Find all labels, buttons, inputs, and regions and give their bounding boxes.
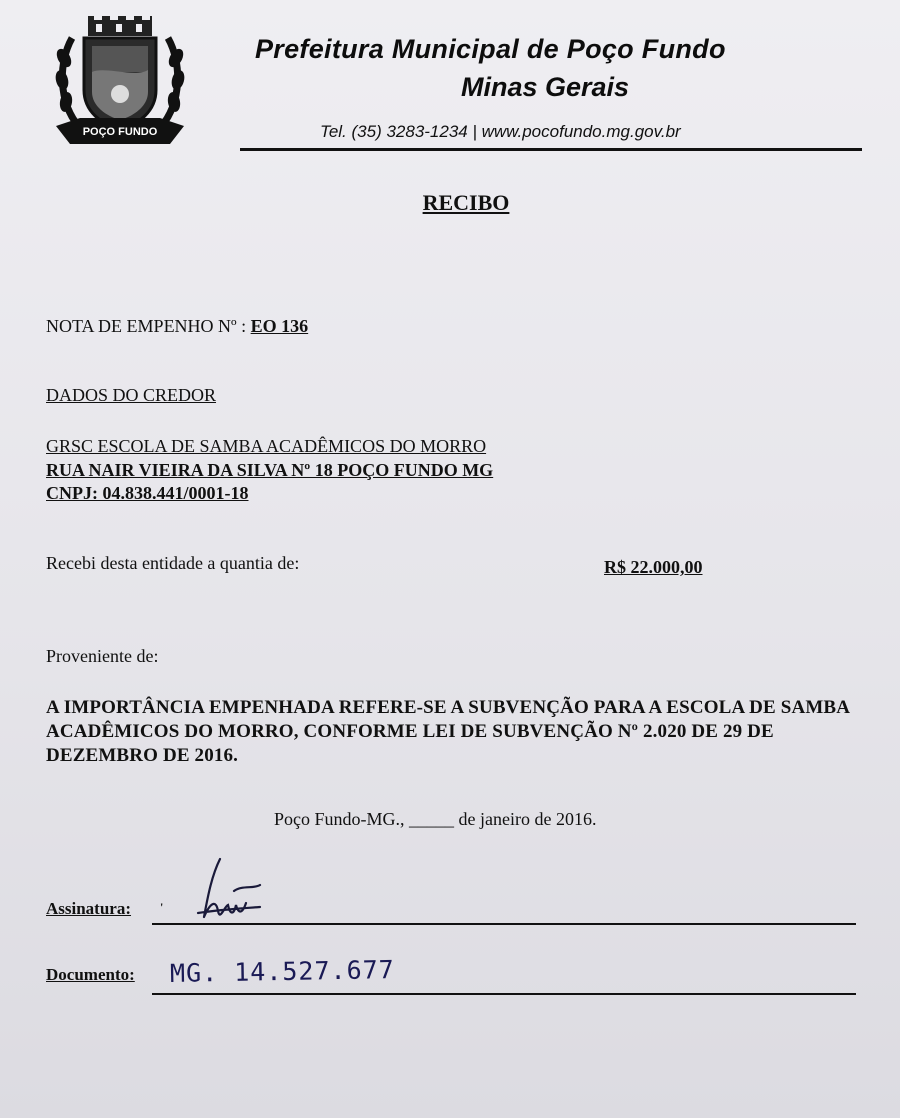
creditor-section-label: DADOS DO CREDOR [46, 385, 217, 405]
receipt-amount: R$ 22.000,00 [604, 557, 703, 577]
creditor-cnpj: CNPJ: 04.838.441/0001-18 [46, 483, 249, 503]
empenho-label: NOTA DE EMPENHO Nº : [46, 316, 247, 336]
document-value: MG. 14.527.677 [169, 955, 395, 988]
receipt-description: A IMPORTÂNCIA EMPENHADA REFERE-SE A SUBVENÇÃO PARA A ESCOLA DE SAMBA ACADÊMICOS DO MORRO, CONFORME LEI DE SUBVENÇÃO Nº 2.020 DE 29 DE DEZEMBRO DE 2016. [46, 697, 850, 766]
header-divider [240, 148, 862, 151]
empenho-number: EO 136 [250, 316, 309, 336]
municipal-crest-icon [50, 8, 190, 156]
signature-mark: ' [160, 900, 164, 914]
creditor-address: RUA NAIR VIEIRA DA SILVA Nº 18 POÇO FUNDO MG [46, 460, 494, 480]
creditor-name: GRSC ESCOLA DE SAMBA ACADÊMICOS DO MORRO [46, 436, 487, 456]
source-label: Proveniente de: [46, 646, 159, 666]
crest-motto: POÇO FUNDO [82, 126, 158, 138]
date-line: Poço Fundo-MG., _____ de janeiro de 2016. [274, 809, 597, 829]
org-state: Minas Gerais [460, 72, 630, 102]
org-name: Prefeitura Municipal de Poço Fundo [255, 34, 726, 64]
signature-label: Assinatura: [46, 899, 132, 918]
org-contact: Tel. (35) 3283-1234 | www.pocofundo.mg.gov.br [320, 122, 681, 141]
received-label: Recebi desta entidade a quantia de: [46, 553, 300, 573]
empenho-line [46, 316, 308, 337]
document-title: RECIBO [422, 190, 510, 215]
document-label: Documento: [46, 965, 135, 984]
signature-line [152, 923, 856, 925]
document-line [152, 993, 856, 995]
